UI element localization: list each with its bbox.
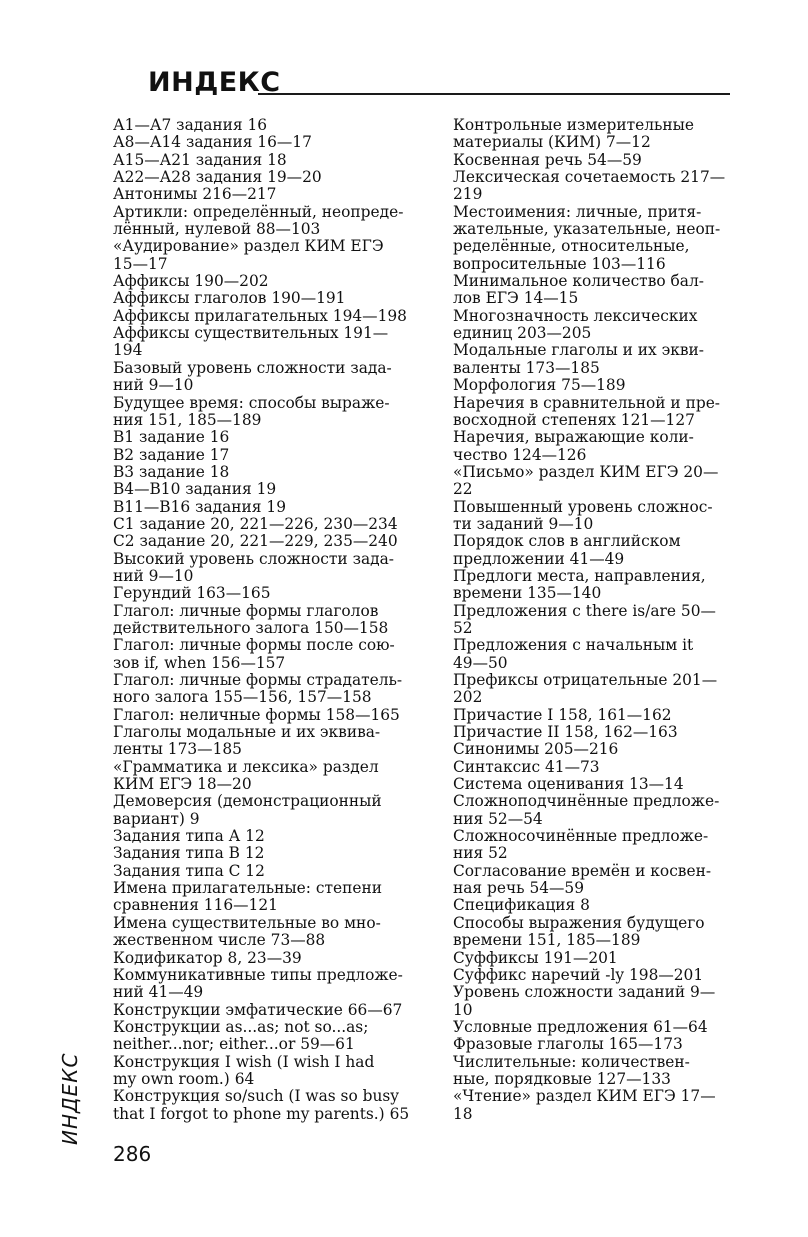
index-entry: Предлоги места, направления, времени 135—140: [453, 566, 706, 603]
index-entry: Глагол: личные формы глаголов действительного залога 150—158: [113, 601, 389, 637]
index-entry: Имена существительные во мно- жественном числе 73—88: [113, 913, 381, 950]
index-entry: А1—А7 задания 16: [113, 116, 268, 134]
index-entry: Кодификатор 8, 23—39: [113, 948, 302, 967]
index-entry: Задания типа С 12: [113, 861, 265, 880]
index-entry: Аффиксы глаголов 190—191: [113, 289, 346, 308]
index-entry: Базовый уровень сложности зада- ний 9—10: [113, 358, 392, 395]
index-entry: «Чтение» раздел КИМ ЕГЭ 17— 18: [453, 1087, 716, 1123]
index-entry: Артикли: определённый, неопреде- лённый, нулевой 88—103: [113, 202, 404, 239]
index-entry: Синтаксис 41—73: [453, 757, 600, 776]
index-entry: Суффиксы 191—201: [453, 948, 618, 967]
index-entry: Причастие II 158, 162—163: [453, 723, 678, 742]
index-entry: Конструкция so/such (I was so busy that I forgot to phone my parents.) 65: [113, 1087, 410, 1123]
heading-rule: [258, 93, 730, 95]
index-entry: Задания типа В 12: [113, 844, 265, 863]
index-entry: Согласование времён и косвен- ная речь 54—59: [453, 861, 712, 898]
index-column-left: [113, 117, 433, 1123]
index-entry: Глагол: личные формы после сою- зов if, when 156—157: [113, 636, 395, 672]
index-entry: Конструкции эмфатические 66—67: [113, 1000, 403, 1019]
index-entry: Синонимы 205—216: [453, 740, 619, 759]
index-entry: Сложноподчинённые предложе- ния 52—54: [453, 792, 720, 828]
index-entry: С2 задание 20, 221—229, 235—240: [113, 532, 398, 551]
index-entry: Будущее время: способы выраже- ния 151, 185—189: [113, 393, 390, 429]
index-entry: Высокий уровень сложности зада- ний 9—10: [113, 549, 394, 585]
index-entry: Имена прилагательные: степени сравнения 116—121: [113, 879, 382, 915]
index-entry: Повышенный уровень сложнос- ти заданий 9—10: [453, 497, 713, 533]
index-entry: Коммуникативные типы предложе- ний 41—49: [113, 965, 403, 1002]
index-entry: В2 задание 17: [113, 445, 230, 464]
index-entry: Герундий 163—165: [113, 584, 271, 603]
index-entry: Аффиксы прилагательных 194—198: [113, 306, 407, 325]
index-entry: Предложения с there is/are 50— 52: [453, 601, 716, 637]
index-entry: Глаголы модальные и их эквива- ленты 173—185: [113, 723, 381, 759]
index-entry: Демоверсия (демонстрационный вариант) 9: [113, 792, 382, 828]
index-entry: А15—А21 задания 18: [113, 150, 287, 169]
index-entry: Условные предложения 61—64: [453, 1017, 708, 1036]
index-entry: А22—А28 задания 19—20: [113, 168, 322, 187]
index-entry: «Грамматика и лексика» раздел КИМ ЕГЭ 18—20: [113, 757, 379, 794]
index-entry: Аффиксы 190—202: [113, 272, 269, 291]
index-entry: Конструкция I wish (I wish I had my own room.) 64: [113, 1052, 375, 1088]
index-entry: Фразовые глаголы 165—173: [453, 1035, 683, 1054]
index-entry: Аффиксы существительных 191— 194: [113, 324, 389, 360]
index-heading: ИНДЕКС: [148, 67, 281, 98]
index-entry: «Аудирование» раздел КИМ ЕГЭ 15—17: [113, 237, 384, 273]
index-entry: Модальные глаголы и их экви- валенты 173—185: [453, 341, 704, 377]
index-entry: Контрольные измерительные материалы (КИМ) 7—12: [453, 116, 694, 152]
index-entry: Минимальное количество бал- лов ЕГЭ 14—15: [453, 272, 704, 308]
index-entry: Способы выражения будущего времени 151, 185—189: [453, 913, 705, 950]
index-entry: «Письмо» раздел КИМ ЕГЭ 20— 22: [453, 462, 719, 499]
index-entry: Наречия, выражающие коли- чество 124—126: [453, 428, 694, 464]
index-entry: Задания типа А 12: [113, 827, 265, 846]
index-entry: В3 задание 18: [113, 462, 230, 481]
index-entry: Косвенная речь 54—59: [453, 150, 642, 169]
index-entry: Наречия в сравнительной и пре- восходной степенях 121—127: [453, 393, 720, 429]
page-number: 286: [113, 1142, 152, 1166]
side-label: ИНДЕКС: [58, 1052, 82, 1145]
index-entry: В11—В16 задания 19: [113, 497, 286, 516]
index-entry: Уровень сложности заданий 9— 10: [453, 983, 716, 1019]
index-entry: Спецификация 8: [453, 896, 590, 915]
index-entry: Антонимы 216—217: [113, 185, 277, 204]
index-entry: Предложения с начальным it 49—50: [453, 636, 694, 672]
index-entry: Морфология 75—189: [453, 376, 626, 395]
index-entry: Многозначность лексических единиц 203—205: [453, 306, 698, 343]
index-entry: Причастие I 158, 161—162: [453, 705, 672, 724]
index-entry: Глагол: неличные формы 158—165: [113, 705, 400, 724]
index-entry: А8—А14 задания 16—17: [113, 133, 312, 152]
index-column-right: [453, 117, 738, 1123]
index-entry: Система оценивания 13—14: [453, 775, 684, 794]
index-entry: Числительные: количествен- ные, порядковые 127—133: [453, 1052, 690, 1088]
index-entry: Лексическая сочетаемость 217— 219: [453, 168, 726, 204]
index-entry: Сложносочинённые предложе- ния 52: [453, 827, 709, 863]
index-entry: Глагол: личные формы страдатель- ного залога 155—156, 157—158: [113, 671, 403, 707]
index-entry: Конструкции as...as; not so...as; neither...nor; either...or 59—61: [113, 1017, 369, 1054]
index-entry: С1 задание 20, 221—226, 230—234: [113, 514, 398, 533]
index-entry: Суффикс наречий -ly 198—201: [453, 965, 704, 984]
index-entry: Порядок слов в английском предложении 41—49: [453, 532, 681, 568]
index-entry: Местоимения: личные, притя- жательные, указательные, неоп- ределённые, относительные, вопросительные 103—116: [453, 202, 721, 273]
index-entry: Префиксы отрицательные 201— 202: [453, 671, 718, 707]
index-entry: В1 задание 16: [113, 428, 230, 447]
index-entry: В4—В10 задания 19: [113, 480, 277, 499]
